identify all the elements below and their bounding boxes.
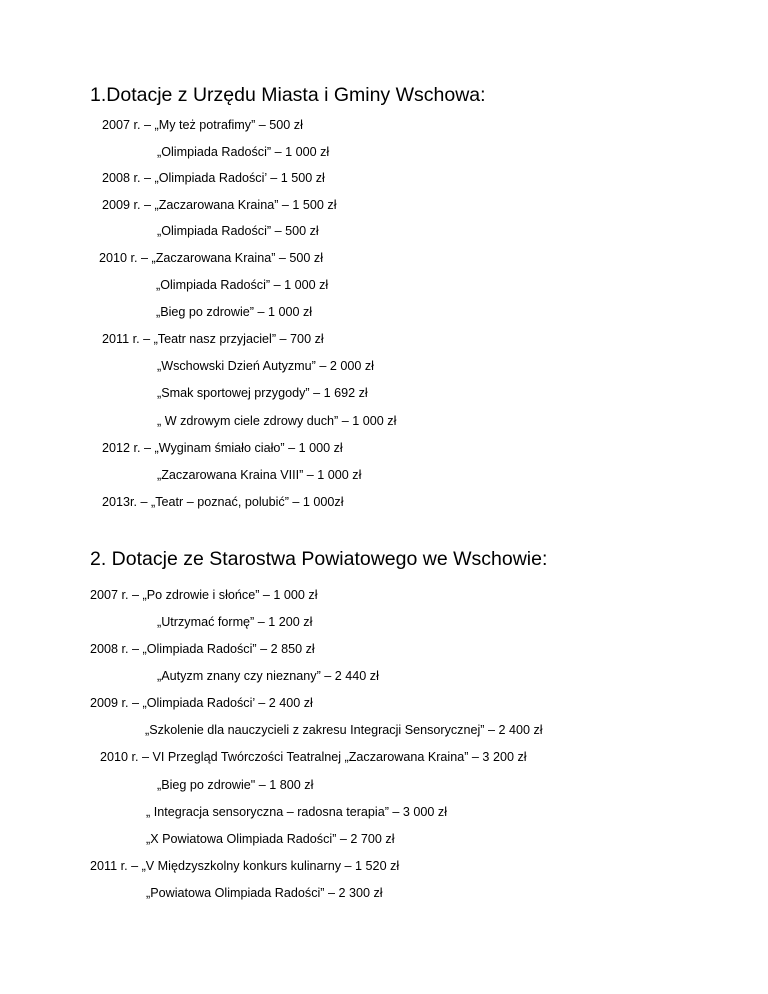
- grant-line: „Olimpiada Radości” – 1 000 zł: [156, 278, 329, 292]
- grant-line: „ Integracja sensoryczna – radosna terapia” – 3 000 zł: [146, 805, 448, 819]
- grant-line: „Autyzm znany czy nieznany” – 2 440 zł: [157, 669, 379, 683]
- grant-line: „Szkolenie dla nauczycieli z zakresu Integracji Sensorycznej” – 2 400 zł: [145, 723, 543, 737]
- grant-line: 2011 r. – „V Międzyszkolny konkurs kulinarny – 1 520 zł: [90, 859, 400, 873]
- grant-line: 2013r. – „Teatr – poznać, polubić” – 1 000zł: [102, 495, 344, 509]
- grant-line: 2011 r. – „Teatr nasz przyjaciel” – 700 zł: [102, 332, 324, 346]
- grant-line: 2007 r. – „Po zdrowie i słońce” – 1 000 zł: [90, 588, 318, 602]
- grant-line: „Utrzymać formę” – 1 200 zł: [157, 615, 313, 629]
- grant-line: 2008 r. – „Olimpiada Radości’ – 1 500 zł: [102, 171, 325, 185]
- grant-line: „Powiatowa Olimpiada Radości” – 2 300 zł: [146, 886, 383, 900]
- grant-line: 2007 r. – „My też potrafimy” – 500 zł: [102, 118, 303, 132]
- grant-line: 2009 r. – „Zaczarowana Kraina” – 1 500 zł: [102, 198, 337, 212]
- grant-line: 2010 r. – „Zaczarowana Kraina” – 500 zł: [99, 251, 324, 265]
- grant-line: 2010 r. – VI Przegląd Twórczości Teatralnej „Zaczarowana Kraina” – 3 200 zł: [100, 750, 527, 764]
- grant-line: 2009 r. – „Olimpiada Radości’ – 2 400 zł: [90, 696, 313, 710]
- grant-line: „Bieg po zdrowie” – 1 000 zł: [156, 305, 313, 319]
- grant-line: „X Powiatowa Olimpiada Radości” – 2 700 zł: [146, 832, 395, 846]
- grant-line: „Olimpiada Radości” – 1 000 zł: [157, 145, 330, 159]
- grant-line: „Wschowski Dzień Autyzmu” – 2 000 zł: [157, 359, 374, 373]
- grant-line: „ W zdrowym ciele zdrowy duch” – 1 000 zł: [157, 414, 397, 428]
- grant-line: 2008 r. – „Olimpiada Radości” – 2 850 zł: [90, 642, 315, 656]
- section-heading-2: 2. Dotacje ze Starostwa Powiatowego we Wschowie:: [90, 548, 548, 570]
- section-heading-1: 1.Dotacje z Urzędu Miasta i Gminy Wschowa:: [90, 84, 486, 106]
- grant-line: „Zaczarowana Kraina VIII” – 1 000 zł: [157, 468, 362, 482]
- grant-line: „Smak sportowej przygody” – 1 692 zł: [157, 386, 368, 400]
- grant-line: 2012 r. – „Wyginam śmiało ciało” – 1 000 zł: [102, 441, 343, 455]
- grant-line: „Olimpiada Radości” – 500 zł: [157, 224, 319, 238]
- grant-line: „Bieg po zdrowie" – 1 800 zł: [157, 778, 314, 792]
